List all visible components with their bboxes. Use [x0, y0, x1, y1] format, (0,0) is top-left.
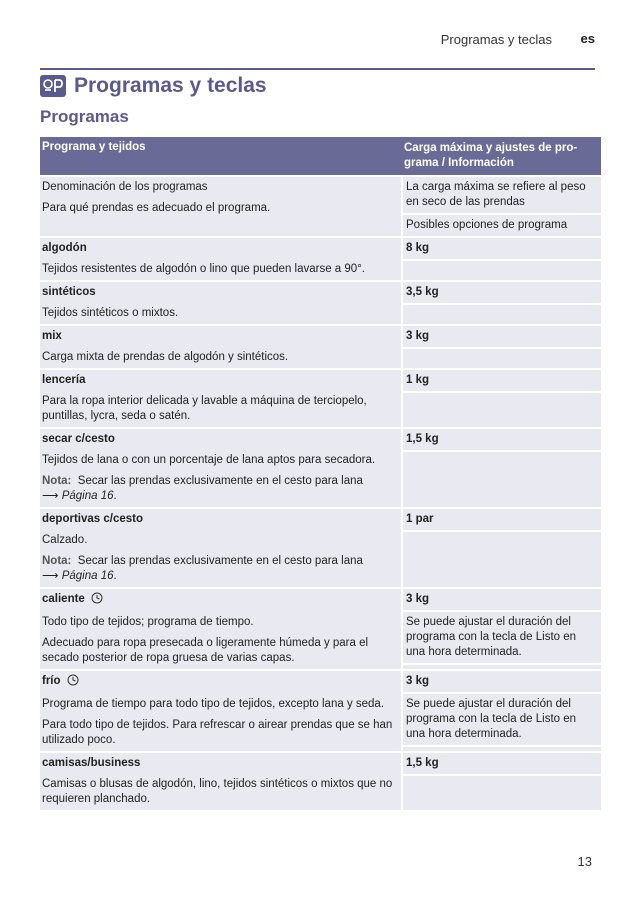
- note-text: Secar las prendas exclusivamente en el cesto para lana: [77, 555, 363, 567]
- program-info: Se puede ajustar el duración del programa con la tecla de Listo en una hora determinada.: [403, 610, 601, 663]
- program-desc: Programa de tiempo para todo tipo de tejidos, excepto lana y seda.: [42, 698, 385, 710]
- page-reference-link[interactable]: Página 16: [61, 570, 114, 582]
- table-row: [40, 427, 601, 507]
- program-name: lencería: [42, 374, 86, 386]
- program-load: 3,5 kg: [403, 282, 601, 303]
- header-rule: [40, 68, 595, 70]
- program-desc-extra: Para todo tipo de tejidos. Para refrescar o airear prendas que se han utilizado poco.: [42, 719, 393, 746]
- note-label: Nota:: [42, 555, 72, 567]
- program-desc: Camisas o blusas de algodón, lino, tejidos sintéticos o mixtos que no requieren planchado.: [42, 778, 393, 805]
- column-header-carga: Carga máxima y ajustes de pro-grama / Información: [404, 142, 578, 169]
- table-header: [40, 137, 601, 175]
- table-row: [40, 507, 601, 587]
- table-row: [40, 669, 601, 751]
- program-name: camisas/business: [42, 757, 141, 769]
- program-note: Nota: Secar las prendas exclusivamente en el cesto para lana ⟶ Página 16.: [42, 555, 363, 582]
- program-note: Nota: Secar las prendas exclusivamente en el cesto para lana ⟶ Página 16.: [42, 475, 363, 502]
- program-load: 3 kg: [403, 326, 601, 347]
- arrow-icon: ⟶: [42, 490, 59, 502]
- running-header: Programas y teclas: [440, 32, 552, 47]
- program-desc: Tejidos de lana o con un porcentaje de lana aptos para secadora.: [42, 454, 376, 466]
- program-desc-extra: Adecuado para ropa presecada o ligeramente húmeda y para el secado posterior de ropa gruesa de varias capas.: [42, 637, 369, 664]
- program-icon: [40, 75, 66, 97]
- program-info: Se puede ajustar el duración del programa con la tecla de Listo en una hora determinada.: [403, 692, 601, 745]
- table-row: [40, 751, 601, 810]
- program-desc: Todo tipo de tejidos; programa de tiempo.: [42, 616, 254, 628]
- program-desc: Tejidos resistentes de algodón o lino que pueden lavarse a 90°.: [42, 263, 365, 275]
- arrow-icon: ⟶: [42, 570, 59, 582]
- program-name-row: [40, 589, 401, 612]
- program-name: sintéticos: [42, 286, 96, 298]
- program-load: 1,5 kg: [403, 753, 601, 774]
- program-load: 3 kg: [403, 671, 601, 692]
- language-code: es: [580, 31, 595, 46]
- program-load: 1 par: [403, 509, 601, 530]
- programs-table: [40, 137, 601, 810]
- table-row: [40, 587, 601, 669]
- program-name: caliente: [42, 593, 85, 605]
- program-load: 8 kg: [403, 238, 601, 259]
- program-desc: Carga mixta de prendas de algodón y sintéticos.: [42, 351, 289, 363]
- page-title: Programas y teclas: [74, 74, 267, 97]
- program-desc: Para la ropa interior delicada y lavable a máquina de terciopelo, puntillas, lycra, seda o satén.: [42, 395, 367, 422]
- program-desc: Tejidos sintéticos o mixtos.: [42, 307, 179, 319]
- program-name: mix: [42, 330, 62, 342]
- program-load: 1 kg: [403, 370, 601, 391]
- program-name: deportivas c/cesto: [42, 513, 143, 525]
- title-row: [40, 74, 267, 98]
- table-row-legend: [40, 175, 601, 236]
- program-name: algodón: [42, 242, 87, 254]
- program-name: secar c/cesto: [42, 433, 115, 445]
- program-load: 3 kg: [403, 589, 601, 610]
- table-row: [40, 324, 601, 368]
- clock-icon: [67, 674, 79, 691]
- program-name-row: [40, 671, 401, 694]
- clock-icon: [91, 592, 103, 609]
- section-title: Programas: [40, 107, 129, 126]
- table-row: [40, 368, 601, 427]
- legend-desc: Para qué prendas es adecuado el programa.: [42, 202, 271, 214]
- note-label: Nota:: [42, 475, 72, 487]
- program-load: 1,5 kg: [403, 429, 601, 450]
- page-reference-link[interactable]: Página 16: [61, 490, 114, 502]
- program-name: frío: [42, 675, 61, 687]
- page-number: 13: [577, 854, 592, 869]
- program-desc: Calzado.: [42, 534, 88, 546]
- note-text: Secar las prendas exclusivamente en el cesto para lana: [77, 475, 363, 487]
- legend-options: Posibles opciones de programa: [403, 213, 601, 236]
- table-row: [40, 236, 601, 280]
- legend-name: Denominación de los programas: [42, 181, 208, 193]
- legend-load: La carga máxima se refiere al peso en seco de las prendas: [403, 177, 601, 213]
- table-row: [40, 280, 601, 324]
- column-header-programa: Programa y tejidos: [42, 141, 146, 153]
